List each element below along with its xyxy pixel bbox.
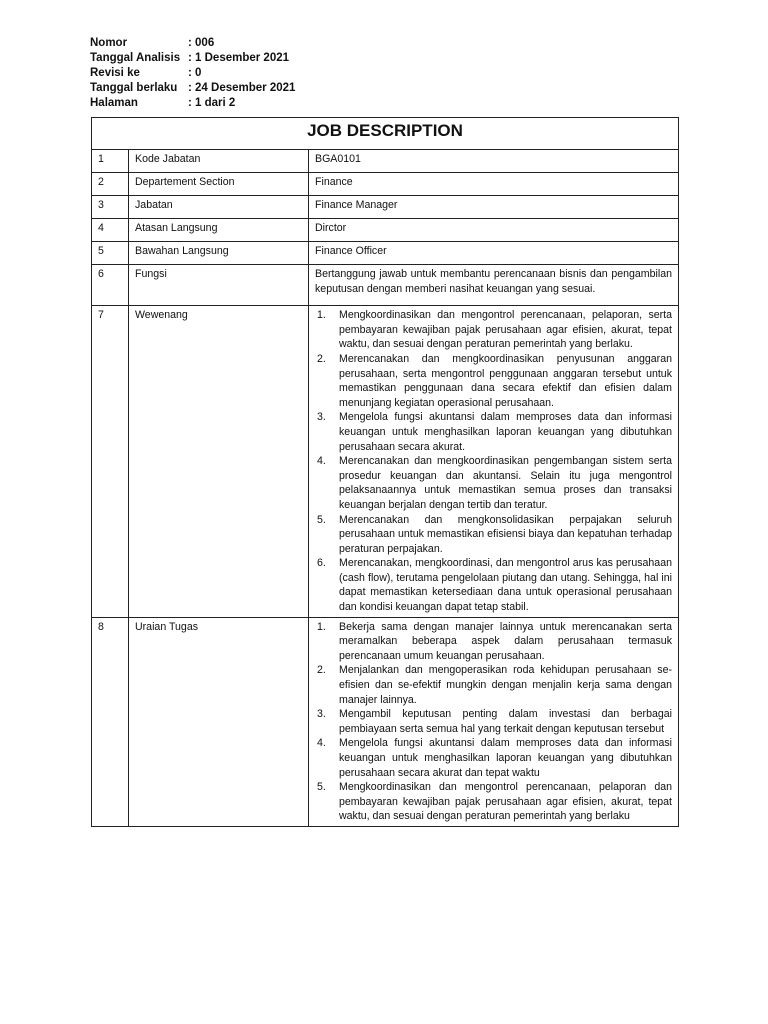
row-number: 2	[92, 173, 129, 196]
list-item	[315, 556, 672, 614]
meta-label: Nomor	[90, 37, 128, 49]
table-row	[92, 617, 679, 826]
document-meta	[90, 36, 295, 111]
meta-label: Tanggal Analisis	[90, 52, 181, 64]
meta-tanggal-berlaku	[90, 81, 295, 96]
uraian-list-cell	[309, 617, 679, 826]
item-number: 5.	[317, 781, 326, 794]
wewenang-list-cell	[309, 306, 679, 617]
item-text: Menjalankan dan mengoperasikan roda kehidupan perusahaan se-efisien dan se-efektif mungkin dengan menjalin kerja sama dengan manajer lainnya.	[339, 664, 672, 706]
title-row	[92, 118, 679, 150]
row-value: Bertanggung jawab untuk membantu perencanaan bisnis dan pengambilan keputusan dengan memberi nasihat keuangan yang sesuai.	[309, 265, 679, 306]
item-text: Mengambil keputusan penting dalam investasi dan berbagai pembiayaan serta semua hal yang terkait dengan keputusan tersebut	[339, 708, 672, 735]
row-number: 7	[92, 306, 129, 617]
list-item	[315, 620, 672, 664]
list-item	[315, 736, 672, 780]
wewenang-list	[315, 308, 672, 614]
row-value: Finance	[309, 173, 679, 196]
list-item	[315, 410, 672, 454]
list-item	[315, 308, 672, 352]
item-number: 1.	[317, 309, 326, 322]
meta-value: : 0	[188, 67, 202, 79]
row-value: Dirctor	[309, 219, 679, 242]
table-row	[92, 306, 679, 617]
item-text: Mengelola fungsi akuntansi dalam memproses data dan informasi keuangan untuk menghasilkan laporan keuangan yang dibutuhkan perusahaan secara akurat.	[339, 411, 672, 453]
meta-label: Tanggal berlaku	[90, 82, 178, 94]
meta-halaman	[90, 96, 295, 111]
row-value: Finance Manager	[309, 196, 679, 219]
item-number: 4.	[317, 737, 326, 750]
item-number: 1.	[317, 620, 326, 633]
table-row	[92, 219, 679, 242]
item-text: Bekerja sama dengan manajer lainnya untuk merencanakan serta meramalkan beberapa aspek dalam perusahaan termasuk perencanaan umum keuangan perusahaan.	[339, 620, 672, 662]
row-number: 4	[92, 219, 129, 242]
meta-label: Revisi ke	[90, 67, 140, 79]
row-label: Wewenang	[129, 306, 309, 617]
row-number: 8	[92, 617, 129, 826]
item-text: Mengkoordinasikan dan mengontrol perencanaan, pelaporan dan pembayaran kewajiban pajak perusahaan agar efisien, akurat, tepat waktu, dan sesuai dengan peraturan pemerintah yang berlaku	[339, 781, 672, 823]
document-title: JOB DESCRIPTION	[92, 118, 679, 150]
table-row	[92, 196, 679, 219]
job-description-table	[91, 117, 679, 827]
list-item	[315, 707, 672, 736]
meta-revisi	[90, 66, 295, 81]
row-value: Finance Officer	[309, 242, 679, 265]
row-value: BGA0101	[309, 150, 679, 173]
row-number: 5	[92, 242, 129, 265]
list-item	[315, 780, 672, 824]
uraian-list	[315, 620, 672, 824]
meta-value: : 1 Desember 2021	[188, 52, 290, 64]
row-number: 3	[92, 196, 129, 219]
row-number: 1	[92, 150, 129, 173]
item-number: 3.	[317, 708, 326, 721]
item-number: 6.	[317, 557, 326, 570]
meta-value: : 24 Desember 2021	[188, 82, 296, 94]
row-number: 6	[92, 265, 129, 306]
table-row	[92, 150, 679, 173]
item-number: 2.	[317, 664, 326, 677]
item-text: Merencanakan dan mengkoordinasikan penyusunan anggaran perusahaan, serta mengontrol penggunaan anggaran tersebut untuk memastikan penggunaan dana secara efektif dan efisien dalam menunjang kegiatan operasional perusahaan.	[339, 352, 672, 409]
list-item	[315, 513, 672, 557]
list-item	[315, 454, 672, 512]
table-row	[92, 173, 679, 196]
item-number: 2.	[317, 352, 326, 365]
item-text: Merencanakan dan mengkoordinasikan pengembangan sistem serta prosedur keuangan dan akuntansi. Selain itu juga mengontrol pelaksanaannya untuk memastikan semua proses dan transaksi keuangan berjalan dengan tertib dan teratur.	[339, 455, 672, 511]
row-label: Uraian Tugas	[129, 617, 309, 826]
meta-tanggal-analisis	[90, 51, 295, 66]
meta-value: : 006	[188, 37, 215, 49]
item-number: 5.	[317, 513, 326, 526]
item-text: Merencanakan, mengkoordinasi, dan mengontrol arus kas perusahaan (cash flow), terutama pengelolaan piutang dan utang. Sehingga, hal ini dapat memastikan ketersediaan dana untuk operasional perusahaan dan kondisi keuangan dapat tetap stabil.	[339, 557, 672, 614]
row-label: Kode Jabatan	[129, 150, 309, 173]
meta-label: Halaman	[90, 97, 138, 109]
item-text: Merencanakan dan mengkonsolidasikan perpajakan seluruh perusahaan untuk memastikan efisiensi biaya dan kepatuhan terhadap peraturan perpajakan.	[339, 513, 672, 555]
list-item	[315, 663, 672, 707]
meta-nomor	[90, 36, 295, 51]
item-text: Mengkoordinasikan dan mengontrol perencanaan, pelaporan, serta pembayaran kewajiban pajak perusahaan agar efisien, akurat, tepat waktu, dan sesuai dengan peraturan pemerintah yang berlaku.	[339, 309, 672, 351]
row-label: Bawahan Langsung	[129, 242, 309, 265]
item-text: Mengelola fungsi akuntansi dalam memproses data dan informasi keuangan untuk menghasilkan laporan keuangan yang dibutuhkan perusahaan secara akurat dan tepat waktu	[339, 737, 672, 779]
row-label: Fungsi	[129, 265, 309, 306]
row-label: Departement Section	[129, 173, 309, 196]
item-number: 4.	[317, 455, 326, 468]
row-label: Atasan Langsung	[129, 219, 309, 242]
table-row	[92, 242, 679, 265]
table-row	[92, 265, 679, 306]
list-item	[315, 352, 672, 410]
item-number: 3.	[317, 411, 326, 424]
meta-value: : 1 dari 2	[188, 97, 236, 109]
row-label: Jabatan	[129, 196, 309, 219]
